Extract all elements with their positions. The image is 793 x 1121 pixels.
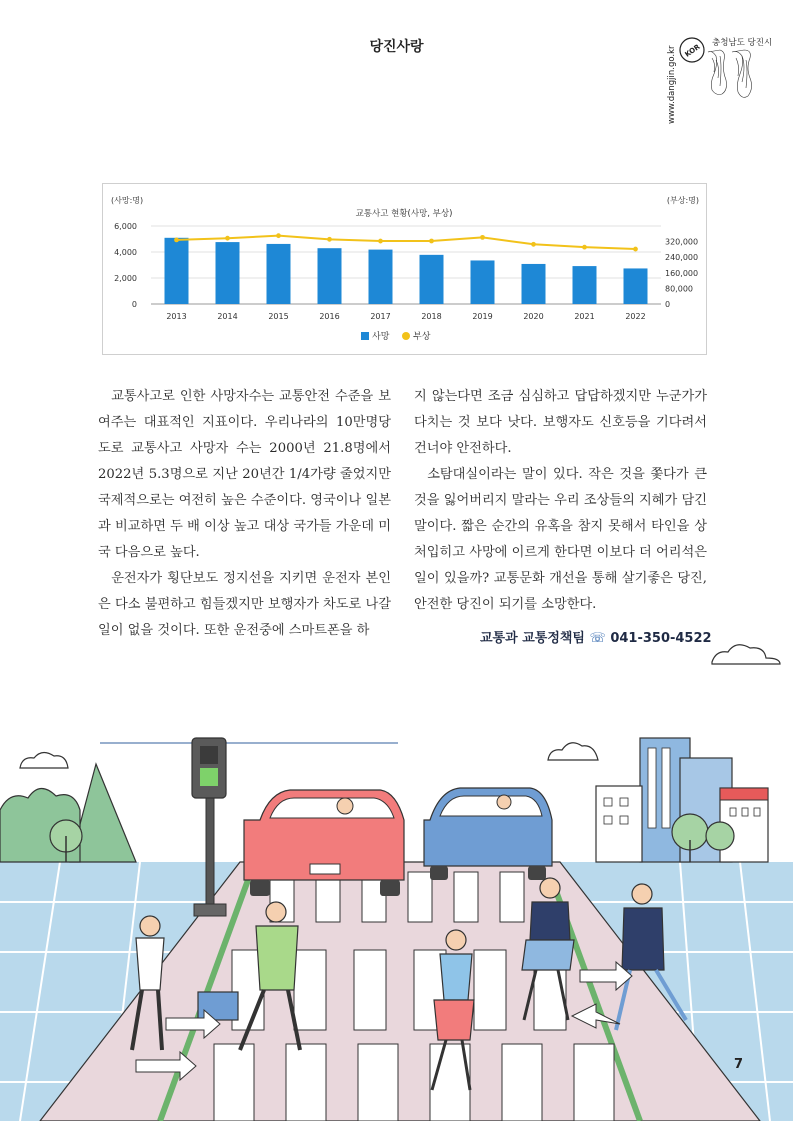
y-tick-right: 0 (665, 300, 671, 309)
chart-svg (103, 184, 706, 354)
chart-title: 교통사고 현황(사망, 부상) (355, 209, 453, 219)
y-tick-left: 0 (131, 300, 137, 309)
phone-icon: ☏ (589, 631, 606, 646)
body-column-right (414, 384, 707, 618)
legend-marker-deaths (361, 332, 369, 340)
x-tick-label: 2021 (574, 312, 595, 321)
bar-deaths-2019 (471, 260, 495, 304)
red-car-icon (244, 790, 404, 896)
y-tick-right: 80,000 (665, 284, 693, 294)
y-axis-left-label: (사망:명) (111, 196, 144, 205)
x-tick-label: 2016 (319, 312, 340, 321)
point-injuries-2016 (327, 237, 332, 242)
x-tick-label: 2017 (370, 312, 391, 321)
y-tick-right: 240,000 (665, 253, 699, 263)
cloud-icon (548, 743, 598, 760)
cloud-icon (20, 752, 68, 768)
point-injuries-2017 (378, 239, 383, 244)
point-injuries-2014 (225, 236, 230, 241)
seal-badge: KOR (683, 42, 702, 59)
y-tick-left: 4,000 (114, 248, 137, 257)
point-injuries-2015 (276, 233, 281, 238)
y-axis-right-label: (부상:명) (666, 196, 699, 205)
phone-number: 041-350-4522 (610, 631, 712, 646)
bar-deaths-2014 (216, 242, 240, 304)
y-tick-left: 6,000 (114, 222, 137, 231)
blue-car-icon (424, 788, 552, 880)
traffic-accident-chart (102, 183, 707, 355)
bar-deaths-2015 (267, 244, 291, 304)
paragraph: 소탐대실이라는 말이 있다. 작은 것을 쫓다가 큰 것을 잃어버리지 말라는 우리 조상들의 지혜가 담긴 말이다. 짧은 순간의 유혹을 참지 못해서 타인을 상처입히고 사망에 이르게 한다면 이보다 더 어리석은 일이 있을까? 교통문화 개선을 통해 살기좋은 당진, 안전한 당진이 되기를 소망한다. (414, 467, 707, 612)
point-injuries-2019 (480, 235, 485, 240)
paragraph: 운전자가 횡단보도 정지선을 지키면 운전자 본인은 다소 불편하고 힘들겠지만 보행자가 차도로 나갈 일이 없을 것이다. 또한 운전중에 스마트폰을 하 (98, 571, 391, 638)
body-column-left (98, 384, 391, 644)
bar-deaths-2018 (420, 255, 444, 304)
x-tick-label: 2013 (166, 312, 187, 321)
y-tick-right: 320,000 (665, 237, 699, 247)
bar-deaths-2022 (624, 268, 648, 304)
department-label: 교통과 교통정책팀 (480, 631, 585, 646)
x-tick-label: 2019 (472, 312, 493, 321)
seal-url: www.dangjin.go.kr (667, 45, 677, 124)
point-injuries-2013 (174, 238, 179, 243)
point-injuries-2018 (429, 239, 434, 244)
bar-deaths-2020 (522, 264, 546, 304)
y-tick-right: 160,000 (665, 268, 699, 278)
x-tick-label: 2022 (625, 312, 646, 321)
point-injuries-2020 (531, 242, 536, 247)
page-number: 7 (734, 1057, 744, 1072)
legend-marker-injuries (402, 332, 410, 340)
x-tick-label: 2014 (217, 312, 238, 321)
cloud-icon (712, 645, 780, 664)
seal-name: 충청남도 당진시 (712, 38, 773, 48)
x-tick-label: 2015 (268, 312, 289, 321)
bar-deaths-2013 (165, 238, 189, 304)
paragraph: 교통사고로 인한 사망자수는 교통안전 수준을 보여주는 대표적인 지표이다. 우리나라의 10만명당 도로 교통사고 사망자 수는 2000년 21.8명에서 2022년 5.3명으로 지난 20년간 1/4가량 줄었지만 국제적으로는 여전히 높은 수준이다. 영국이나 일본과 비교하면 두 배 이상 높고 대상 국가들 가운데 미국 다음으로 높다. (98, 389, 391, 560)
legend-label-deaths: 사망 (372, 332, 390, 342)
paragraph-continued: 지 않는다면 조금 심심하고 답답하겠지만 누군가가 다치는 것 보다 낫다. 보행자도 신호등을 기다려서 건너야 안전하다. (414, 389, 707, 456)
y-tick-left: 2,000 (114, 274, 137, 283)
page-header-title: 당진사랑 (369, 39, 424, 55)
legend-label-injuries: 부상 (413, 332, 431, 342)
bar-deaths-2017 (369, 250, 393, 304)
bar-deaths-2021 (573, 266, 597, 304)
crosswalk-illustration (0, 640, 793, 1121)
point-injuries-2021 (582, 245, 587, 250)
line-injuries (177, 236, 636, 249)
point-injuries-2022 (633, 247, 638, 252)
x-tick-label: 2020 (523, 312, 544, 321)
x-tick-label: 2018 (421, 312, 442, 321)
bar-deaths-2016 (318, 248, 342, 304)
